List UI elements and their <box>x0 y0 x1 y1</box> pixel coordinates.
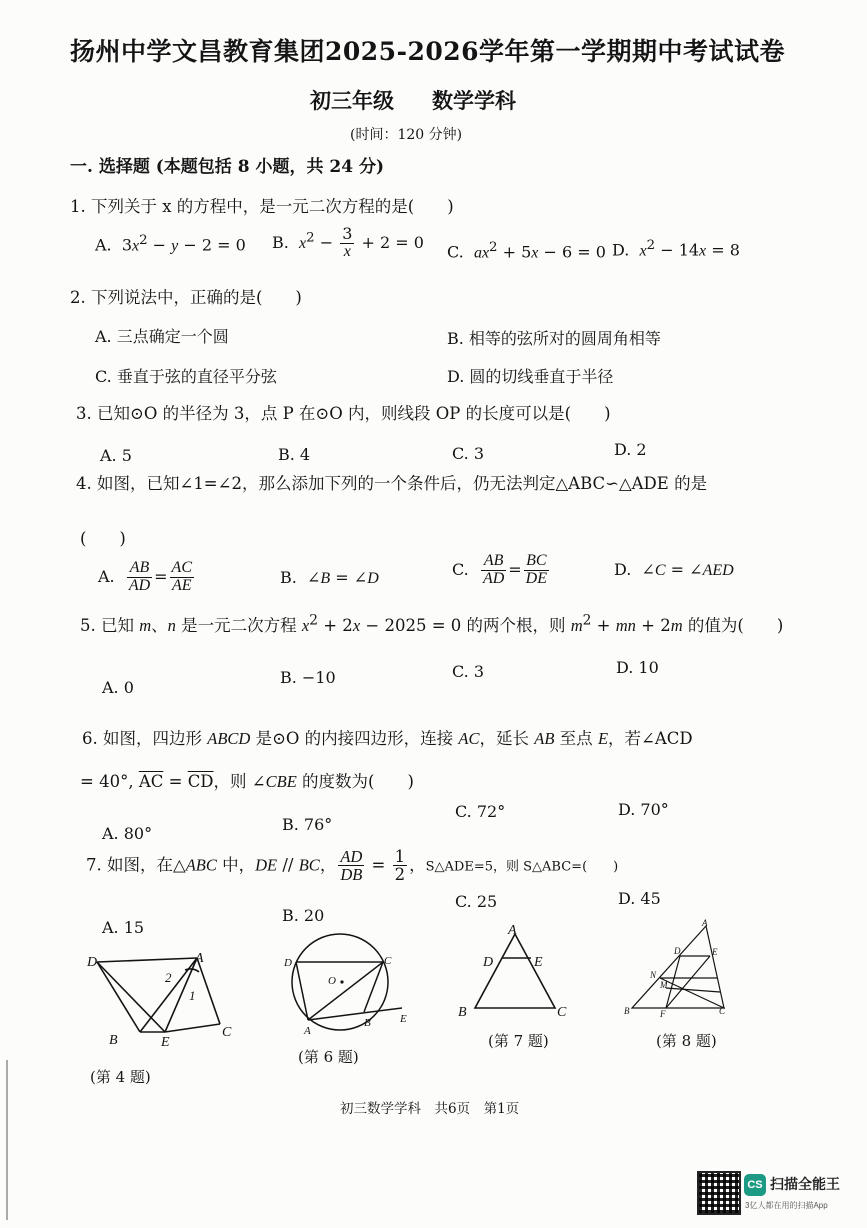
q2-option-a: A. 三点确定一个圆 <box>95 327 229 346</box>
q7-option-b: B. 20 <box>282 906 325 925</box>
q7-option-d: D. 45 <box>618 889 661 908</box>
figure-q6 <box>280 930 420 1042</box>
caption-q6: (第 6 题) <box>298 1048 359 1066</box>
q4-option-b: B. ∠B = ∠D <box>280 568 379 587</box>
q6-option-d: D. 70° <box>618 800 669 819</box>
q2-option-d: D. 圆的切线垂直于半径 <box>447 367 614 386</box>
q1-option-c: C. $ax^2 + 5x - 6 = 0$ <box>447 240 606 262</box>
q5-stem: 5. 已知 m、n 是一元二次方程 $x^2 + 2x - 2025 = 0$ 的两个根，则 $m^2$ + mn + 2m 的值为( ) <box>80 612 784 635</box>
q4-option-d: D. ∠C = ∠AED <box>614 560 734 579</box>
q4-stem: 4. 如图，已知∠1=∠2，那么添加下列的一个条件后，仍无法判定△ABC∽△ADE 的是 <box>76 474 708 493</box>
caption-q8: (第 8 题) <box>656 1032 717 1050</box>
svg-text:2: 2 <box>165 970 172 985</box>
q6-option-c: C. 72° <box>455 802 506 821</box>
grade-label: 初三年级 <box>310 88 394 113</box>
q7-stem: 7. 如图，在△ABC 中，DE // BC， $\frac{AD}{DB}$ = $\frac{1}{2}$ ，S△ADE=5，则 S△ABC=( ) <box>86 847 619 885</box>
subject-label: 数学学科 <box>432 88 516 113</box>
svg-text:E: E <box>400 1013 407 1025</box>
svg-text:E: E <box>161 1035 170 1048</box>
q3-option-a: A. 5 <box>100 446 132 465</box>
q1-option-d: D. $x^2 - 14x = 8$ <box>612 238 740 260</box>
svg-text:B: B <box>109 1033 118 1048</box>
q5-option-c: C. 3 <box>452 662 485 681</box>
scan-edge-shadow <box>6 1060 8 1220</box>
svg-text:F: F <box>660 1009 666 1019</box>
svg-text:D: D <box>483 955 494 970</box>
camscanner-logo: CS <box>744 1174 766 1196</box>
q3-option-d: D. 2 <box>614 440 647 459</box>
svg-text:D: D <box>674 946 681 956</box>
svg-text:C: C <box>384 955 392 967</box>
svg-text:B: B <box>624 1006 630 1016</box>
q3-option-c: C. 3 <box>452 444 485 463</box>
q6-stem-cont: = 40°, $\overline{AC} = \overline{CD}$，则 ∠CBE 的度数为( ) <box>80 772 414 791</box>
q2-option-b: B. 相等的弦所对的圆周角相等 <box>447 329 661 348</box>
page-footer: 初三数学学科 共6页 第1页 <box>340 1101 520 1117</box>
section-heading: 一. 选择题 (本题包括 8 小题，共 24 分) <box>70 157 385 177</box>
q7-option-a: A. 15 <box>102 918 145 937</box>
svg-text:D: D <box>284 957 292 969</box>
q6-option-b: B. 76° <box>282 815 333 834</box>
watermark-brand: 扫描全能王 <box>770 1176 840 1192</box>
svg-text:A: A <box>508 923 517 938</box>
q4-option-a: A. $\frac{AB}{AD}$ = $\frac{AC}{AE}$ <box>98 559 192 594</box>
svg-text:N: N <box>650 970 657 980</box>
q1-stem: 1. 下列关于 x 的方程中，是一元二次方程的是( ) <box>70 197 454 216</box>
q2-option-c: C. 垂直于弦的直径平分弦 <box>95 367 277 386</box>
q5-option-a: A. 0 <box>102 678 134 697</box>
figure-q4 <box>85 948 245 1048</box>
svg-text:A: A <box>702 918 708 928</box>
qr-code-icon <box>697 1171 741 1215</box>
svg-text:C: C <box>719 1006 726 1016</box>
q4-option-c: C. $\frac{AB}{AD}$ = $\frac{BC}{DE}$ <box>452 552 547 587</box>
q5-option-b: B. −10 <box>280 668 336 687</box>
svg-text:B: B <box>364 1017 371 1029</box>
svg-text:1: 1 <box>189 988 196 1003</box>
q1-option-b: B. $x^2$ − $\frac{3}{x}$ + 2 = 0 <box>272 224 424 260</box>
svg-text:B: B <box>458 1005 467 1020</box>
q3-stem: 3. 已知⊙O 的半径为 3，点 P 在⊙O 内，则线段 OP 的长度可以是( ) <box>76 404 611 423</box>
watermark-tagline: 3亿人都在用的扫描App <box>745 1201 828 1210</box>
svg-text:A: A <box>304 1025 311 1037</box>
q1-option-a: A. $3x^2 - y - 2 = 0$ <box>95 233 246 255</box>
caption-q4: (第 4 题) <box>90 1068 151 1086</box>
q5-option-d: D. 10 <box>616 658 659 677</box>
svg-text:E: E <box>712 947 718 957</box>
q7-option-c: C. 25 <box>455 892 498 911</box>
time-note: (时间：120 分钟) <box>350 127 463 143</box>
svg-text:E: E <box>534 955 543 970</box>
caption-q7: (第 7 题) <box>488 1032 549 1050</box>
svg-text:C: C <box>222 1025 232 1040</box>
q3-option-b: B. 4 <box>278 445 311 464</box>
figure-q7 <box>455 918 575 1024</box>
q2-stem: 2. 下列说法中，正确的是( ) <box>70 288 302 307</box>
svg-text:A: A <box>195 951 204 966</box>
svg-text:D: D <box>87 955 98 970</box>
exam-title: 扬州中学文昌教育集团2025-2026学年第一学期期中考试试卷 <box>70 37 786 66</box>
q4-paren: ( ) <box>80 529 126 548</box>
svg-text:M: M <box>660 980 668 990</box>
q6-stem: 6. 如图，四边形 ABCD 是⊙O 的内接四边形，连接 AC，延长 AB 至点 E，若∠ACD <box>82 729 693 748</box>
svg-text:O: O <box>328 975 336 987</box>
q6-option-a: A. 80° <box>102 824 153 843</box>
figure-q8 <box>622 918 742 1024</box>
svg-text:C: C <box>557 1005 567 1020</box>
